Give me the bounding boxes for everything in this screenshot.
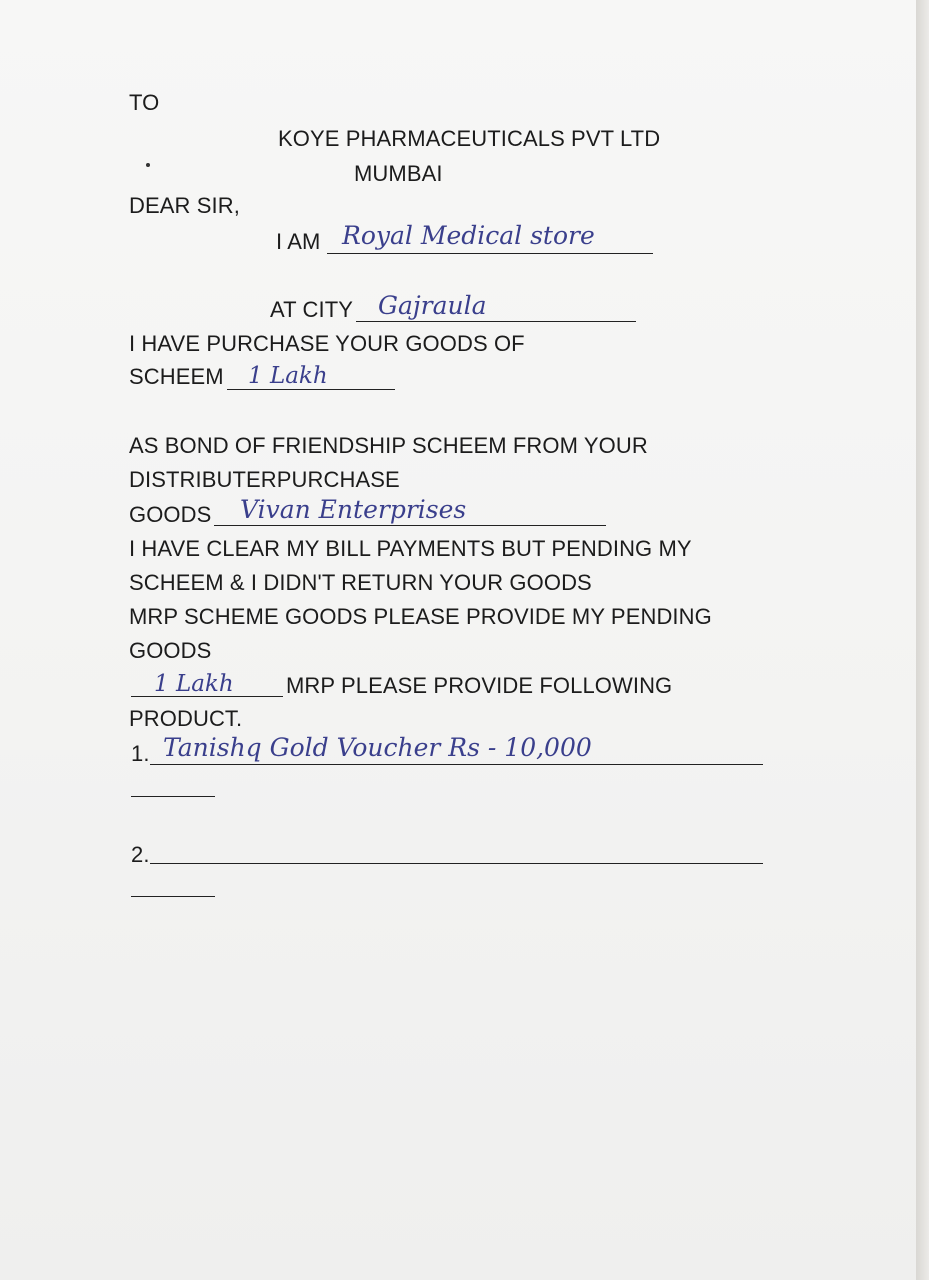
item-2-continuation-line <box>131 896 215 897</box>
i-am-handwritten: Royal Medical store <box>342 221 595 250</box>
paper-edge <box>916 0 929 1280</box>
goods-fill-line <box>214 525 606 526</box>
item-1-fill-line <box>150 764 763 765</box>
clear-line-2: SCHEEM & I DIDN'T RETURN YOUR GOODS <box>129 570 592 595</box>
ink-speck <box>146 163 150 167</box>
item-1-handwritten: Tanishq Gold Voucher Rs - 10,000 <box>163 733 592 762</box>
at-city-label: AT CITY <box>270 297 354 322</box>
item-2-number: 2. <box>131 842 150 867</box>
i-am-fill-line <box>327 253 653 254</box>
clear-line-1: I HAVE CLEAR MY BILL PAYMENTS BUT PENDING MY <box>129 536 692 561</box>
goods-label: GOODS <box>129 502 212 527</box>
company-city: MUMBAI <box>354 161 443 186</box>
at-city-handwritten: Gajraula <box>378 291 487 320</box>
scheem-label: SCHEEM <box>129 364 224 389</box>
mrp-line-1: MRP SCHEME GOODS PLEASE PROVIDE MY PENDING <box>129 604 712 629</box>
goods-handwritten: Vivan Enterprises <box>240 495 467 524</box>
mrp-line-2: GOODS <box>129 638 212 663</box>
salutation: DEAR SIR, <box>129 193 240 218</box>
to-label: TO <box>129 90 160 115</box>
provide-line: MRP PLEASE PROVIDE FOLLOWING <box>286 673 673 698</box>
purchase-line: I HAVE PURCHASE YOUR GOODS OF <box>129 331 525 356</box>
item-1-continuation-line <box>131 796 215 797</box>
company-name: KOYE PHARMACEUTICALS PVT LTD <box>278 126 661 151</box>
product-label: PRODUCT. <box>129 706 243 731</box>
item-2-fill-line <box>150 863 763 864</box>
i-am-label: I AM <box>276 229 321 254</box>
item-1-number: 1. <box>131 741 150 766</box>
at-city-fill-line <box>356 321 636 322</box>
bond-line-1: AS BOND OF FRIENDSHIP SCHEEM FROM YOUR <box>129 433 648 458</box>
bond-line-2: DISTRIBUTERPURCHASE <box>129 467 400 492</box>
scheem-handwritten: 1 Lakh <box>248 363 328 389</box>
amount-handwritten: 1 Lakh <box>154 671 234 697</box>
